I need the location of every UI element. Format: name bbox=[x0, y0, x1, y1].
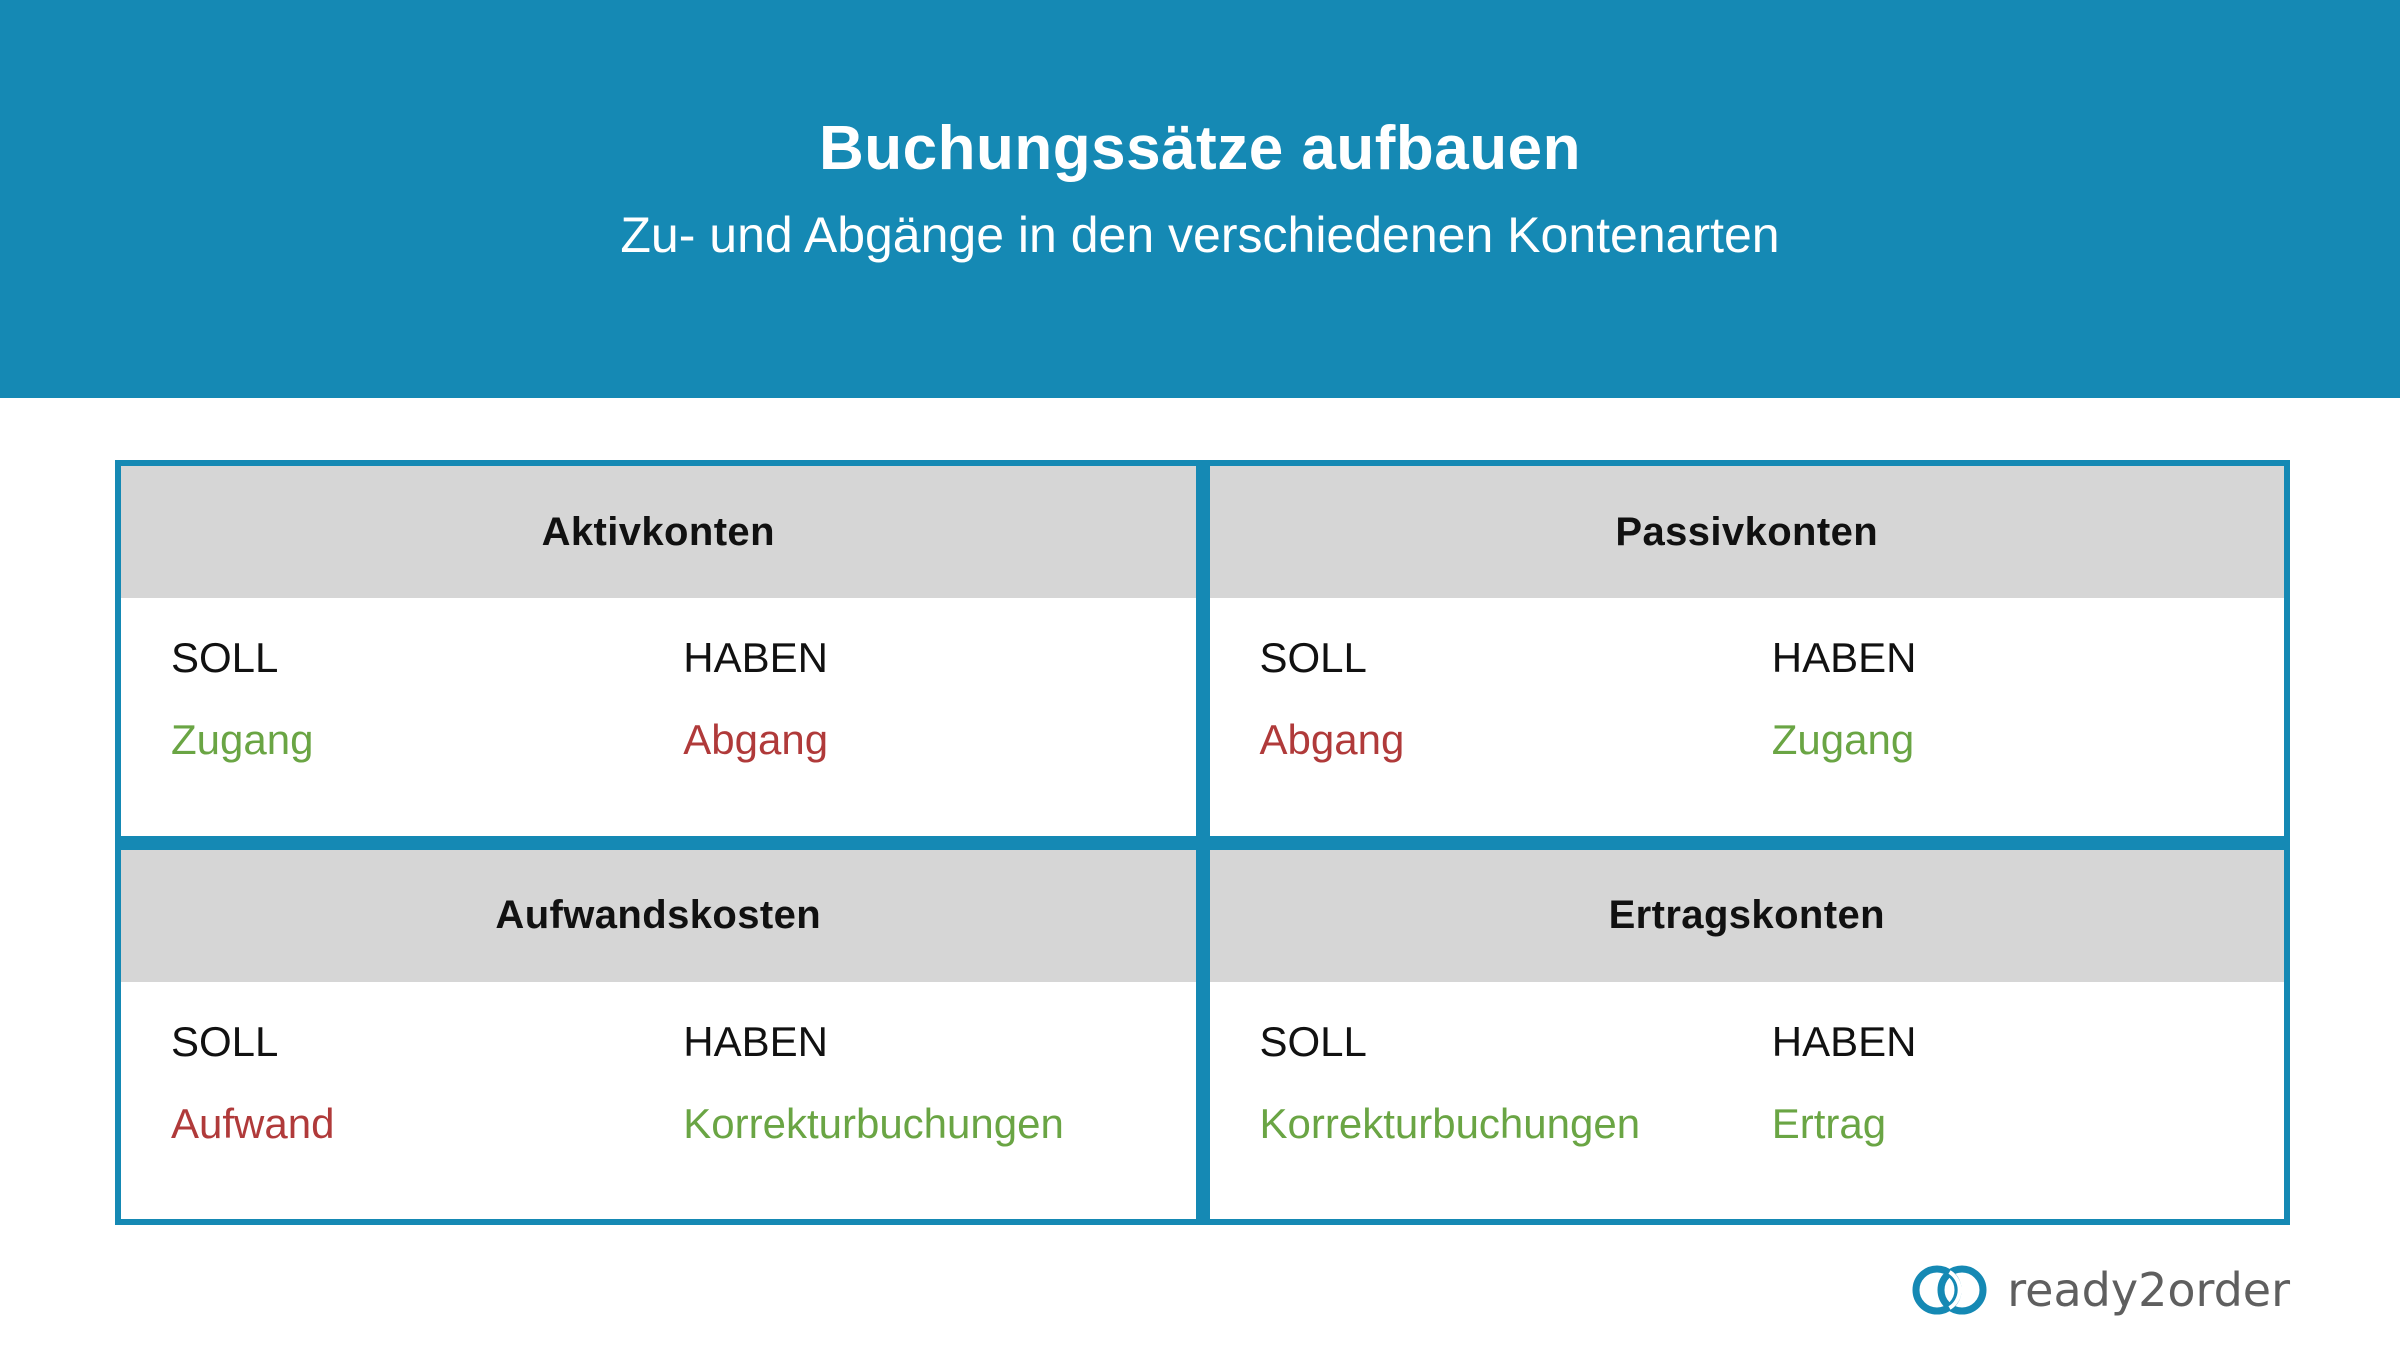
account-box-body bbox=[121, 982, 1196, 1220]
page-subtitle: Zu- und Abgänge in den verschiedenen Kontenarten bbox=[620, 206, 1780, 263]
account-box-header bbox=[1210, 850, 2285, 982]
account-box-header bbox=[121, 850, 1196, 982]
haben-column-label: HABEN bbox=[683, 1017, 828, 1065]
account-box-body bbox=[121, 598, 1196, 836]
soll-column-label: SOLL bbox=[1259, 634, 1367, 681]
account-box-passivkonten bbox=[1210, 466, 2285, 836]
account-box-ertragskonten bbox=[1210, 850, 2285, 1220]
soll-column-label: SOLL bbox=[1259, 1017, 1367, 1065]
account-box-header bbox=[121, 466, 1196, 598]
account-box-aufwandskosten bbox=[121, 850, 1196, 1220]
soll-column-label: SOLL bbox=[171, 634, 279, 681]
account-box-aktivkonten bbox=[121, 466, 1196, 836]
haben-value: Ertrag bbox=[1771, 1099, 1887, 1147]
haben-value: Zugang bbox=[1771, 716, 1915, 763]
account-box-title: Ertragskonten bbox=[1608, 893, 1885, 937]
account-box-title: Passivkonten bbox=[1615, 509, 1879, 554]
brand-name: ready2order bbox=[2007, 1263, 2290, 1317]
account-box-title: Aufwandskosten bbox=[495, 893, 822, 937]
haben-value: Korrekturbuchungen bbox=[683, 1099, 1064, 1147]
account-box-header bbox=[1210, 466, 2285, 598]
soll-column-label: SOLL bbox=[171, 1017, 279, 1065]
account-box-title: Aktivkonten bbox=[541, 509, 775, 554]
haben-column-label: HABEN bbox=[683, 634, 828, 681]
page-title: Buchungssätze aufbauen bbox=[819, 114, 1581, 184]
account-box-body bbox=[1210, 598, 2285, 836]
soll-value: Korrekturbuchungen bbox=[1259, 1099, 1641, 1147]
soll-value: Abgang bbox=[1259, 716, 1405, 763]
soll-value: Aufwand bbox=[171, 1099, 335, 1147]
account-box-body bbox=[1210, 982, 2285, 1220]
brand-logo bbox=[1911, 1260, 2290, 1320]
haben-column-label: HABEN bbox=[1771, 634, 1917, 681]
haben-column-label: HABEN bbox=[1771, 1017, 1917, 1065]
soll-value: Zugang bbox=[171, 716, 314, 763]
two-interlocking-circles-icon bbox=[1911, 1260, 1989, 1320]
haben-value: Abgang bbox=[683, 716, 829, 763]
accounts-grid bbox=[115, 460, 2290, 1225]
header-banner bbox=[0, 0, 2400, 398]
